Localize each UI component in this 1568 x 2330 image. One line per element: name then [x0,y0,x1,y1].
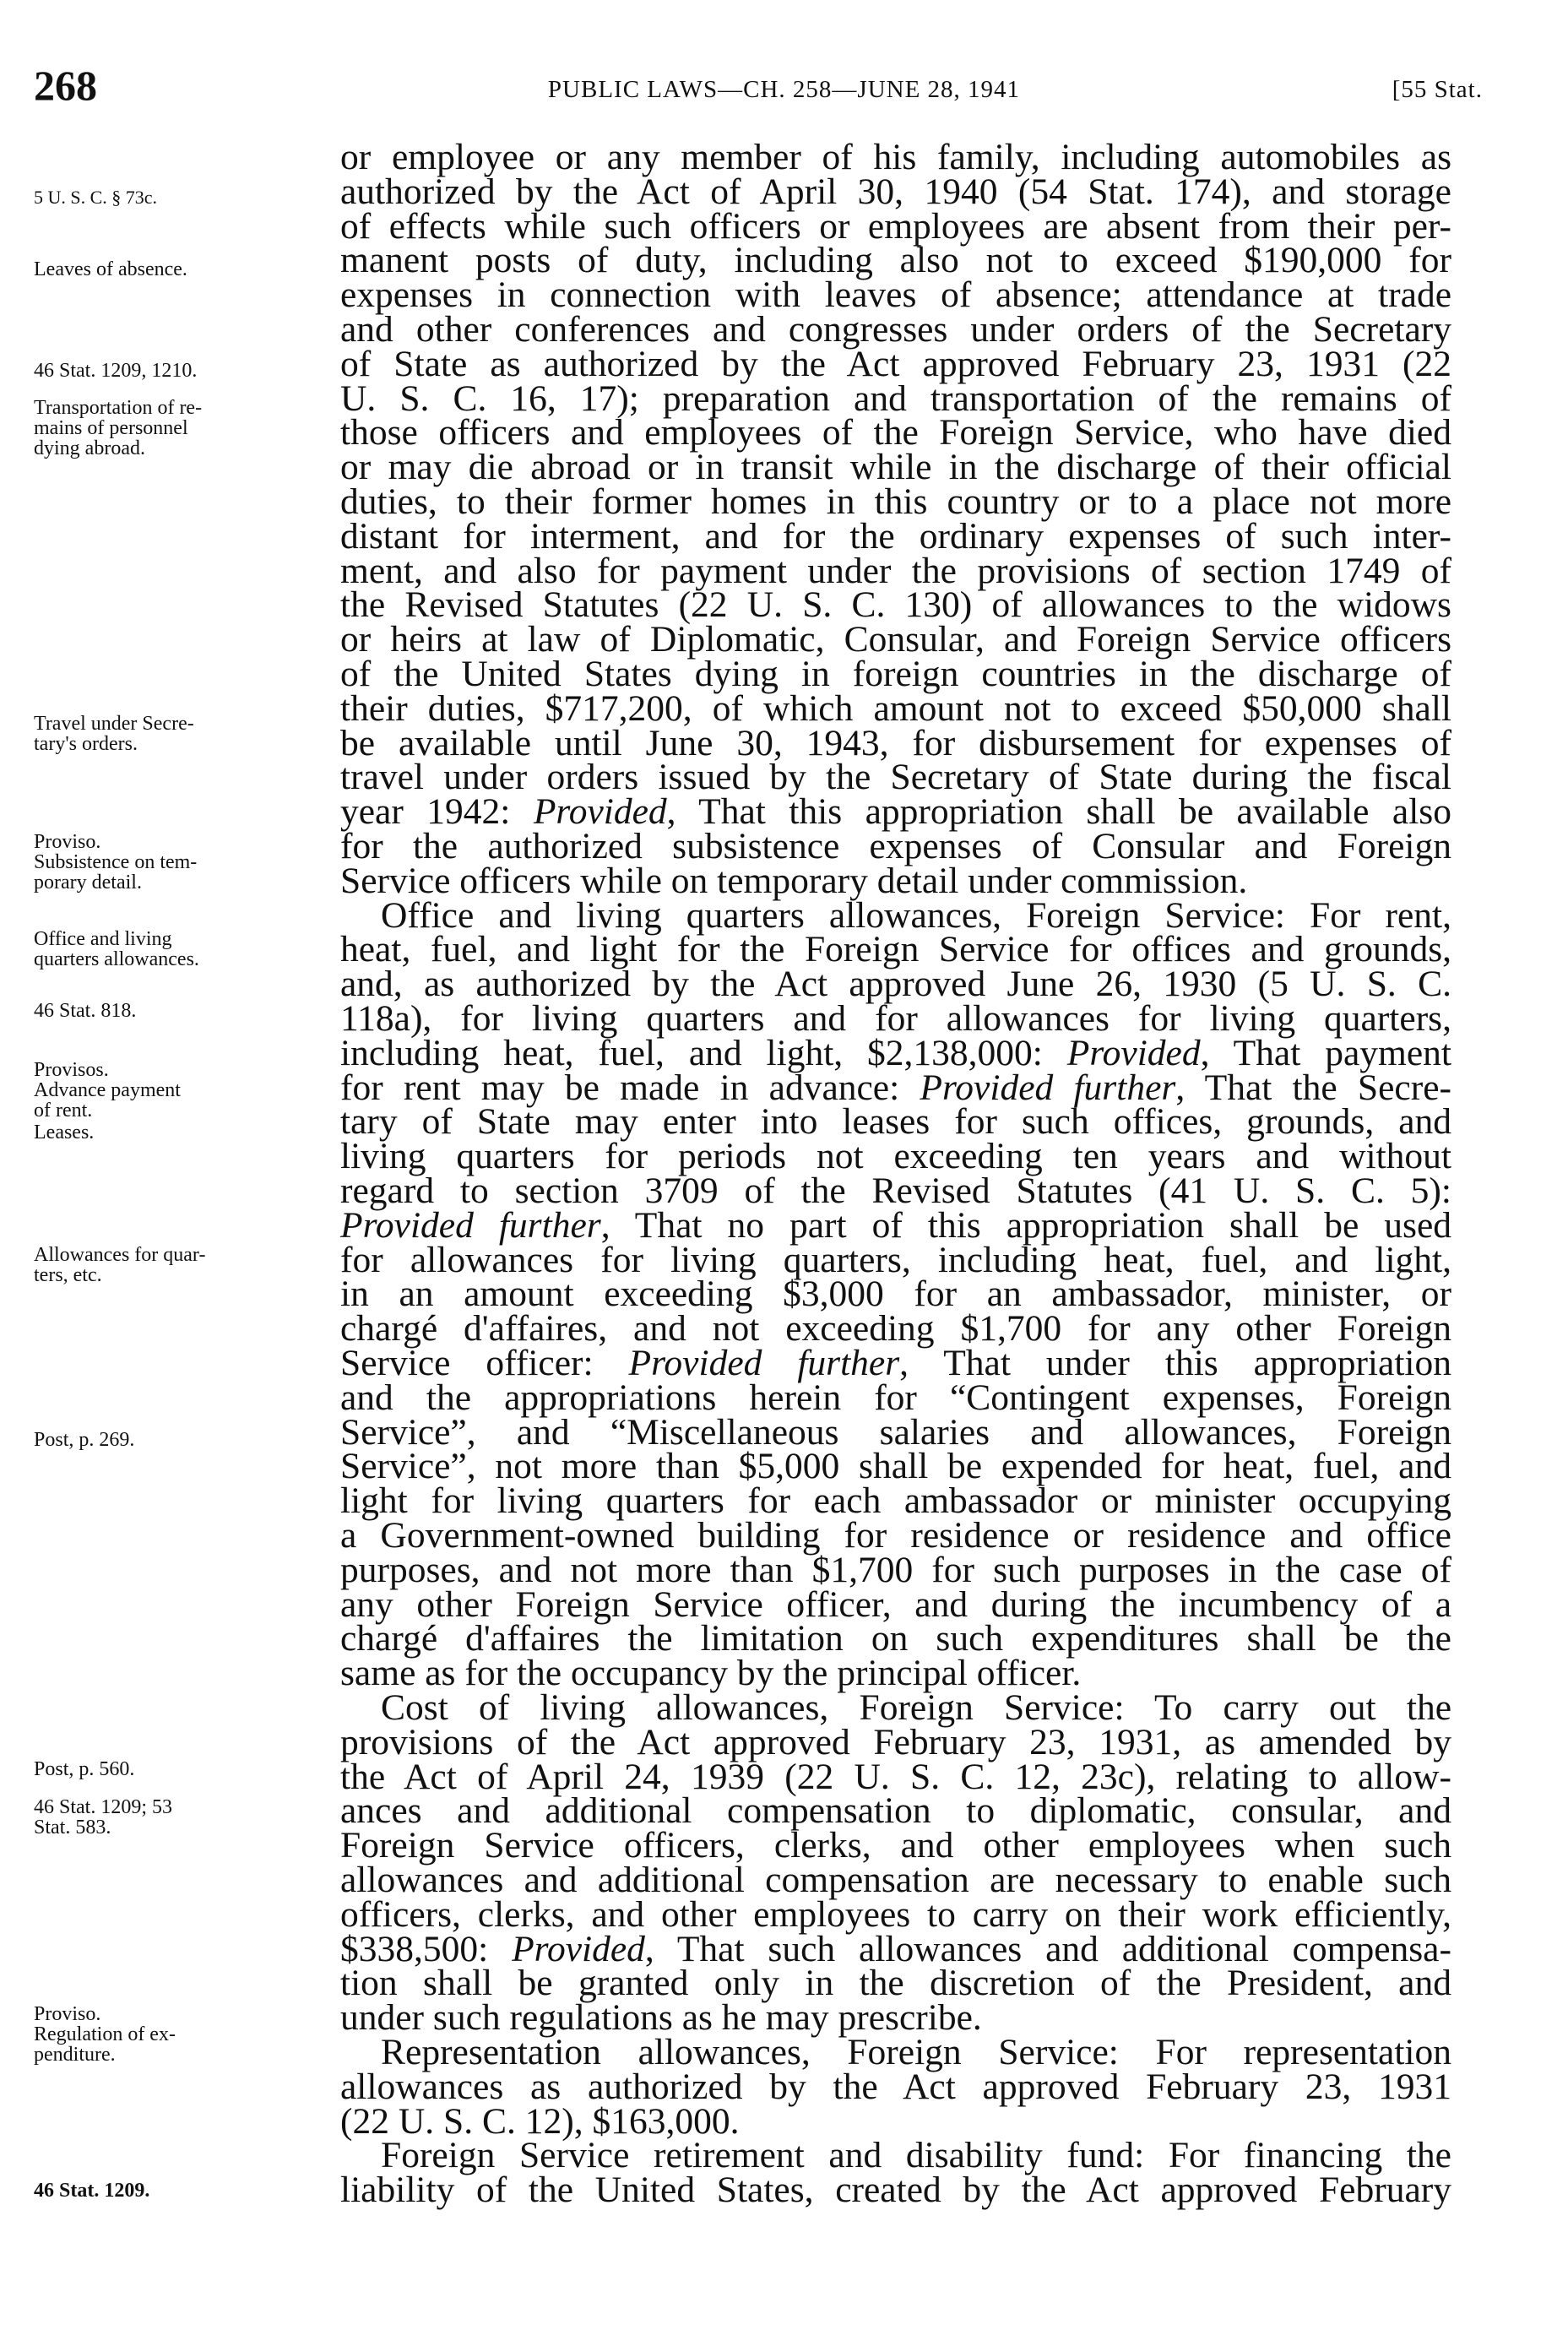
margin-note: 46 Stat. 1209, 1210. [34,360,198,382]
page-header [0,0,1568,127]
text-line [340,2168,1451,2212]
text-segment: including heat, fuel, and light, $2,138,000: [340,1032,1067,1073]
text-segment: or may die abroad or in transit while in the discharge of their official [340,447,1451,488]
text-segment: ances and additional compensation to diplomatic, consular, and [340,1790,1451,1832]
italic-term: Provided [1066,1032,1201,1073]
italic-term: Provided [533,791,667,833]
text-segment: of State as authorized by the Act approved February 23, 1931 (22 [340,343,1451,384]
page-number: 268 [34,62,97,109]
margin-note: 46 Stat. 818. [34,1000,137,1022]
margin-note: Proviso. Regulation of ex- penditure. [34,2003,176,2066]
text-segment: for allowances for living quarters, including heat, fuel, and light, [340,1239,1451,1280]
text-segment: tion shall be granted only in the discretion of the President, and [340,1963,1451,2004]
text-segment: of effects while such officers or employees are absent from their per- [340,205,1451,247]
text-segment: Office and living quarters allowances, Foreign Service: For rent, [381,894,1451,936]
text-segment: the Revised Statutes (22 U. S. C. 130) of allowances to the widows [340,584,1451,626]
text-segment: tary of State may enter into leases for such offices, grounds, and [340,1101,1451,1143]
text-segment: under such regulations as he may prescribe. [340,1997,982,2039]
italic-term: Provided [512,1928,645,1969]
text-segment: Service”, not more than $5,000 shall be expended for heat, fuel, and [340,1446,1451,1487]
text-segment: regard to section 3709 of the Revised Statutes (41 U. S. C. 5): [340,1170,1451,1211]
text-segment: and other conferences and congresses under orders of the Secretary [340,309,1451,350]
text-segment: manent posts of duty, including also not to exceed $190,000 for [340,240,1451,281]
text-segment: year 1942: [340,791,534,833]
text-segment: Foreign Service retirement and disability fund: For financing the [381,2135,1451,2176]
text-segment: heat, fuel, and light for the Foreign Service for offices and grounds, [340,929,1451,970]
margin-note: Post, p. 560. [34,1758,135,1780]
margin-note: Travel under Secre- tary's orders. [34,713,194,755]
margin-note: Office and living quarters allowances. [34,928,199,970]
margin-note: Proviso. Subsistence on tem- porary detail. [34,831,198,893]
text-segment: those officers and employees of the Foreign Service, who have died [340,412,1451,454]
volume-reference: [55 Stat. [1392,76,1483,103]
text-segment: (22 U. S. C. 12), $163,000. [340,2100,740,2142]
text-segment: or employee or any member of his family, including automobiles as [340,137,1451,177]
text-segment: purposes, and not more than $1,700 for such purposes in the case of [340,1549,1451,1590]
italic-term: Provided further [920,1067,1176,1108]
margin-note: 46 Stat. 1209. [34,2180,150,2202]
text-segment: duties, to their former homes in this country or to a place not more [340,481,1451,522]
text-segment: be available until June 30, 1943, for disbursement for expenses of [340,722,1451,763]
italic-term: Provided further [340,1204,601,1246]
text-segment: the Act of April 24, 1939 (22 U. S. C. 12, 23c), relating to allow- [340,1756,1451,1797]
text-segment: light for living quarters for each ambassador or minister occupying [340,1480,1451,1522]
text-segment: any other Foreign Service officer, and during the incumbency of a [340,1583,1451,1625]
text-segment: ment, and also for payment under the provisions of section 1749 of [340,550,1451,591]
text-segment: allowances and additional compensation are necessary to enable such [340,1860,1451,1900]
text-segment: , That such allowances and additional compensa- [644,1928,1451,1969]
text-segment: , That payment [1200,1032,1451,1073]
text-segment: for the authorized subsistence expenses of Consular and Foreign [340,826,1451,866]
margin-note: Leaves of absence. [34,258,187,280]
text-segment: , That this appropriation shall be available also [666,791,1451,833]
margin-note: 5 U. S. C. § 73c. [34,187,158,208]
text-segment: liability of the United States, created by the Act approved February [340,2170,1451,2211]
text-segment: provisions of the Act approved February 23, 1931, as amended by [340,1721,1451,1762]
margin-note: Transportation of re- mains of personnel dying abroad. [34,397,203,459]
text-segment: allowances as authorized by the Act approved February 23, 1931 [340,2066,1451,2107]
margin-note: Provisos. Advance payment of rent. [34,1059,181,1122]
text-segment: for rent may be made in advance: [340,1067,920,1108]
margin-note: Allowances for quar- ters, etc. [34,1244,206,1286]
text-segment: $338,500: [340,1928,513,1969]
text-segment: and, as authorized by the Act approved June 26, 1930 (5 U. S. C. [340,964,1451,1005]
text-segment: Representation allowances, Foreign Service: For representation [381,2032,1451,2072]
text-segment: same as for the occupancy by the principal officer. [340,1653,1082,1694]
running-head: PUBLIC LAWS—CH. 258—JUNE 28, 1941 [547,76,1021,103]
text-segment: Service”, and “Miscellaneous salaries and allowances, Foreign [340,1411,1451,1453]
margin-note: Post, p. 269. [34,1429,135,1451]
text-segment: authorized by the Act of April 30, 1940 (54 Stat. 174), and storage [340,171,1451,212]
text-segment: officers, clerks, and other employees to carry on their work efficiently, [340,1893,1451,1935]
text-segment: , That no part of this appropriation shall be used [600,1204,1452,1246]
text-segment: , That under this appropriation [899,1343,1451,1383]
text-segment: U. S. C. 16, 17); preparation and transportation of the remains of [340,377,1451,419]
italic-term: Provided further [628,1343,900,1383]
text-segment: travel under orders issued by the Secretary of State during the fiscal [340,757,1451,798]
text-segment: Service officer: [340,1343,629,1383]
text-segment: , That the Secre- [1175,1067,1451,1108]
text-segment: chargé d'affaires the limitation on such expenditures shall be the [340,1618,1451,1659]
text-segment: and the appropriations herein for “Contingent expenses, Foreign [340,1377,1451,1418]
text-segment: of the United States dying in foreign countries in the discharge of [340,654,1451,694]
text-segment: a Government-owned building for residence or residence and office [340,1515,1451,1556]
text-segment: Cost of living allowances, Foreign Service: To carry out the [381,1687,1451,1728]
text-segment: or heirs at law of Diplomatic, Consular, and Foreign Service officers [340,619,1451,660]
text-segment: chargé d'affaires, and not exceeding $1,700 for any other Foreign [340,1308,1451,1350]
text-segment: Foreign Service officers, clerks, and other employees when such [340,1825,1451,1866]
text-segment: living quarters for periods not exceeding ten years and without [340,1136,1451,1177]
text-segment: 118a), for living quarters and for allowances for living quarters, [340,998,1451,1039]
text-segment: Service officers while on temporary detail under commission. [340,860,1248,901]
text-segment: expenses in connection with leaves of absence; attendance at trade [340,274,1451,316]
text-segment: in an amount exceeding $3,000 for an ambassador, minister, or [340,1274,1451,1315]
margin-note: Leases. [34,1122,95,1143]
text-segment: their duties, $717,200, of which amount not to exceed $50,000 shall [340,687,1451,729]
margin-note: 46 Stat. 1209; 53 Stat. 583. [34,1796,173,1838]
text-segment: distant for interment, and for the ordinary expenses of such inter- [340,515,1451,557]
